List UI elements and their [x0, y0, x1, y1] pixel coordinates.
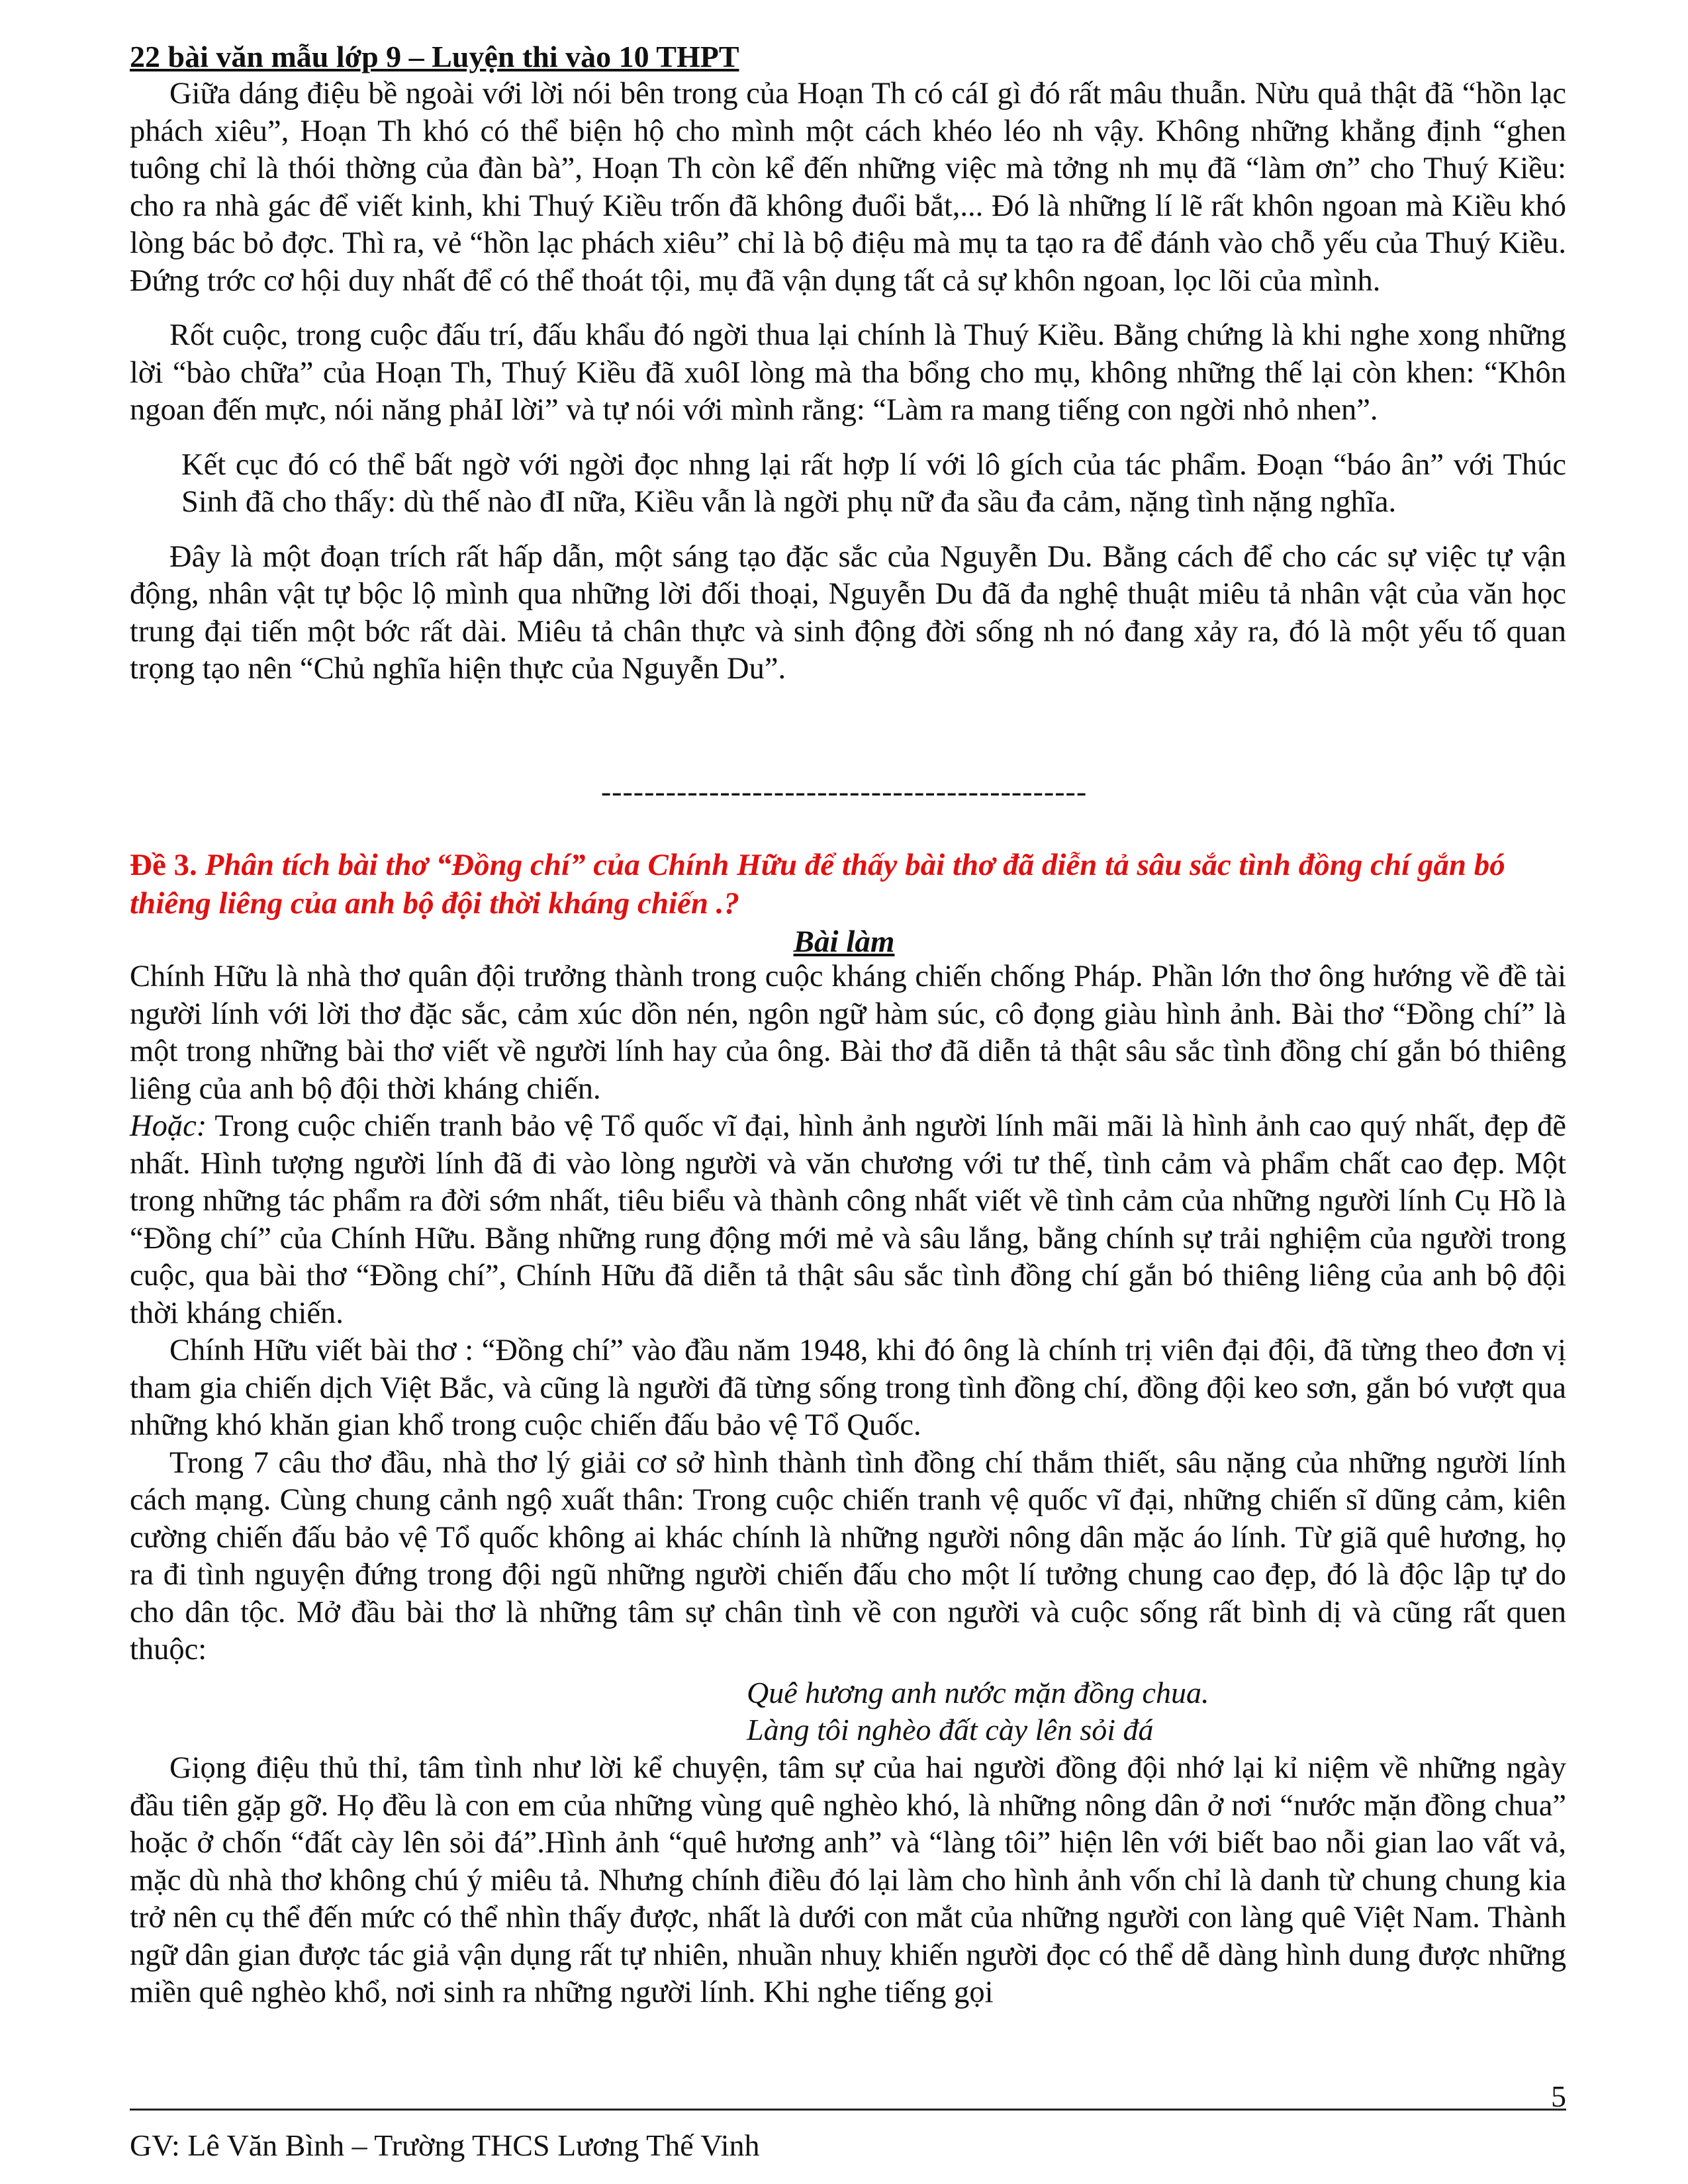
paragraph: Trong 7 câu thơ đầu, nhà thơ lý giải cơ sở hình thành tình đồng chí thắm thiết, sâu nặng của những người lính cách mạng. Cùng chung cảnh ngộ xuất thân: Trong cuộc chiến tranh vệ quốc vĩ đại, những chiến sĩ dũng cảm, kiên cường chiến đấu bảo vệ Tổ quốc không ai khác chính là những người nông dân mặc áo lính. Từ giã quê hương, họ ra đi tình nguyện đứng trong đội ngũ những người chiến đấu cho một lí tưởng chung cao đẹp, đó là độc lập tự do cho dân tộc. Mở đầu bài thơ là những tâm sự chân tình về con người và cuộc sống rất bình dị và cũng rất quen thuộc:	[130, 1445, 1566, 1666]
paragraph: Kết cục đó có thể bất ngờ với ngời đọc nhng lại rất hợp lí với lô gích của tác phẩm. Đoạn “báo ân” với Thúc Sinh đã cho thấy: dù thế nào đI nữa, Kiều vẫn là ngời phụ nữ đa sầu đa cảm, nặng tình nặng nghĩa.	[181, 447, 1566, 519]
section-divider: ---------------------------------------------	[600, 774, 1088, 808]
alternative-text: Trong cuộc chiến tranh bảo vệ Tổ quốc vĩ đại, hình ảnh người lính mãi mãi là hình ảnh cao quý nhất, đẹp đẽ nhất. Hình tượng người lính đã đi vào lòng người và văn chương với tư thế, tình cảm và phẩm chất cao đẹp. Một trong những tác phẩm ra đời sớm nhất, tiêu biểu và thành công nhất viết về tình cảm của những người lính Cụ Hồ là “Đồng chí” của Chính Hữu. Bằng những rung động mới mẻ và sâu lắng, bằng chính sự trải nghiệm của người trong cuộc, qua bài thơ “Đồng chí”, Chính Hữu đã diễn tả thật sâu sắc tình đồng chí gắn bó thiêng liêng của anh bộ đội thời kháng chiến.	[130, 1109, 1566, 1330]
paragraph	[130, 1108, 1566, 1332]
footer-teacher-info: GV: Lê Văn Bình – Trường THCS Lương Thế Vinh	[130, 2128, 760, 2162]
exam-question	[130, 846, 1566, 923]
paragraph: Đây là một đoạn trích rất hấp dẫn, một sáng tạo đặc sắc của Nguyễn Du. Bằng cách để cho các sự việc tự vận động, nhân vật tự bộc lộ mình qua những lời đối thoại, Nguyễn Du đã đa nghệ thuật miêu tả nhân vật của văn học trung đại tiến một bớc rất dài. Miêu tả chân thực và sinh động đời sống nh nó đang xảy ra, đó là một yếu tố quan trọng tạo nên “Chủ nghĩa hiện thực của Nguyễn Du”.	[130, 539, 1566, 686]
answer-text-part1	[130, 958, 1566, 1669]
section-analysis-text	[130, 75, 1566, 688]
paragraph: Rốt cuộc, trong cuộc đấu trí, đấu khẩu đó ngời thua lại chính là Thuý Kiều. Bằng chứng là khi nghe xong những lời “bào chữa” của Hoạn Th, Thuý Kiều đã xuôI lòng mà tha bổng cho mụ, không những thế lại còn khen: “Khôn ngoan đến mực, nói năng phảI lời” và tự nói với mình rằng: “Làm ra mang tiếng con ngời nhỏ nhen”.	[130, 318, 1566, 427]
paragraph: Chính Hữu viết bài thơ : “Đồng chí” vào đầu năm 1948, khi đó ông là chính trị viên đại đội, đã từng theo đơn vị tham gia chiến dịch Việt Bắc, và cũng là người đã từng sống trong tình đồng chí, đồng đội keo sơn, gắn bó vượt qua những khó khăn gian khổ trong cuộc chiến đấu bảo vệ Tổ Quốc.	[130, 1334, 1566, 1442]
question-text: Phân tích bài thơ “Đồng chí” của Chính Hữu để thấy bài thơ đã diễn tả sâu sắc tình đồng chí gắn bó thiêng liêng của anh bộ đội thời kháng chiến .?	[130, 848, 1505, 921]
page-number: 5	[1551, 2079, 1566, 2113]
answer-text-part2	[130, 1750, 1566, 2012]
paragraph: Chính Hữu là nhà thơ quân đội trưởng thành trong cuộc kháng chiến chống Pháp. Phần lớn thơ ông hướng về đề tài người lính với lời thơ đặc sắc, cảm xúc dồn nén, ngôn ngữ hàm súc, cô đọng giàu hình ảnh. Bài thơ “Đồng chí” là một trong những bài thơ viết về người lính hay của ông. Bài thơ đã diễn tả thật sâu sắc tình đồng chí gắn bó thiêng liêng của anh bộ đội thời kháng chiến.	[130, 960, 1566, 1106]
footer-rule	[130, 2109, 1566, 2111]
alternative-label: Hoặc:	[130, 1109, 207, 1143]
answer-title: Bài làm	[793, 925, 895, 959]
paragraph: Giữa dáng điệu bề ngoài với lời nói bên trong của Hoạn Th có cáI gì đó rất mâu thuẫn. Nừu quả thật đã “hồn lạc phách xiêu”, Hoạn Th khó có thể biện hộ cho mình một cách khéo léo nh vậy. Không những khẳng định “ghen tuông chỉ là thói thờng của đàn bà”, Hoạn Th còn kể đến những việc mà tởng nh mụ đã “làm ơn” cho Thuý Kiều: cho ra nhà gác để viết kinh, khi Thuý Kiều trốn đã không đuổi bắt,... Đó là những lí lẽ rất khôn ngoan mà Kiều khó lòng bác bỏ đợc. Thì ra, vẻ “hồn lạc phách xiêu” chỉ là bộ điệu mà mụ ta tạo ra để đánh vào chỗ yếu của Thuý Kiều. Đứng trớc cơ hội duy nhất để có thể thoát tội, mụ đã vận dụng tất cả sự khôn ngoan, lọc lõi của mình.	[130, 77, 1566, 298]
paragraph: Giọng điệu thủ thỉ, tâm tình như lời kể chuyện, tâm sự của hai người đồng đội nhớ lại kỉ niệm về những ngày đầu tiên gặp gỡ. Họ đều là con em của những vùng quê nghèo khó, là những nông dân ở nơi “nước mặn đồng chua” hoặc ở chốn “đất cày lên sỏi đá”.Hình ảnh “quê hương anh” và “làng tôi” hiện lên với biết bao nỗi gian lao vất vả, mặc dù nhà thơ không chú ý miêu tả. Nhưng chính điều đó lại làm cho hình ảnh vốn chỉ là danh từ chung chung kia trở nên cụ thể đến mức có thể nhìn thấy được, nhất là dưới con mắt của những người con làng quê Việt Nam. Thành ngữ dân gian được tác giả vận dụng rất tự nhiên, nhuần nhuỵ khiến người đọc có thể dễ dàng hình dung được những miền quê nghèo khổ, nơi sinh ra những người lính. Khi nghe tiếng gọi	[130, 1751, 1566, 2009]
poem-line: Làng tôi nghèo đất cày lên sỏi đá	[747, 1713, 1154, 1747]
document-header-title: 22 bài văn mẫu lớp 9 – Luyện thi vào 10 THPT	[130, 40, 739, 73]
question-label: Đề 3.	[130, 848, 197, 882]
poem-line: Quê hương anh nước mặn đồng chua.	[747, 1676, 1209, 1709]
